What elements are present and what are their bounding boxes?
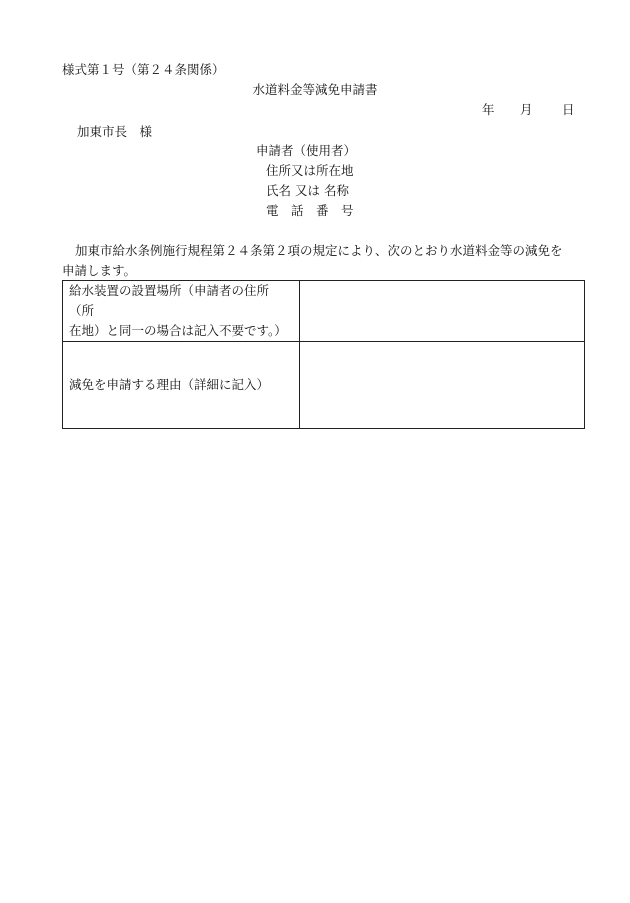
installation-location-label bbox=[63, 281, 300, 342]
installation-location-field[interactable] bbox=[300, 281, 585, 342]
reduction-reason-label-line-1: 減免を申請する理由（詳細に記入） bbox=[69, 377, 270, 392]
table-row bbox=[63, 342, 585, 429]
reduction-reason-label bbox=[63, 342, 300, 429]
date-month-label: 月 bbox=[520, 102, 533, 117]
installation-location-label-line-1: 給水装置の設置場所（申請者の住所（所 bbox=[69, 283, 270, 318]
applicant-block bbox=[256, 143, 356, 223]
reduction-reason-field[interactable] bbox=[300, 342, 585, 429]
document-title: 水道料金等減免申請書 bbox=[252, 82, 378, 97]
applicant-name-label: 氏名 又は 名称 bbox=[266, 183, 349, 198]
form-number: 様式第１号（第２４条関係） bbox=[62, 62, 225, 77]
application-table bbox=[62, 280, 585, 429]
installation-location-label-line-2: 在地）と同一の場合は記入不要です。） bbox=[69, 323, 287, 338]
body-text-line-1: 加東市給水条例施行規程第２４条第２項の規定により、次のとおり水道料金等の減免を bbox=[75, 243, 563, 258]
body-text bbox=[62, 241, 587, 281]
applicant-heading: 申請者（使用者） bbox=[256, 143, 357, 158]
date-row bbox=[482, 102, 575, 118]
date-year-label: 年 bbox=[482, 102, 495, 117]
addressee: 加東市長 様 bbox=[77, 124, 153, 139]
body-text-line-2: 申請します。 bbox=[62, 263, 137, 278]
applicant-address-label: 住所又は所在地 bbox=[266, 163, 354, 178]
applicant-phone-label: 電 話 番 号 bbox=[266, 203, 354, 218]
table-row bbox=[63, 281, 585, 342]
date-day-label: 日 bbox=[562, 102, 575, 117]
